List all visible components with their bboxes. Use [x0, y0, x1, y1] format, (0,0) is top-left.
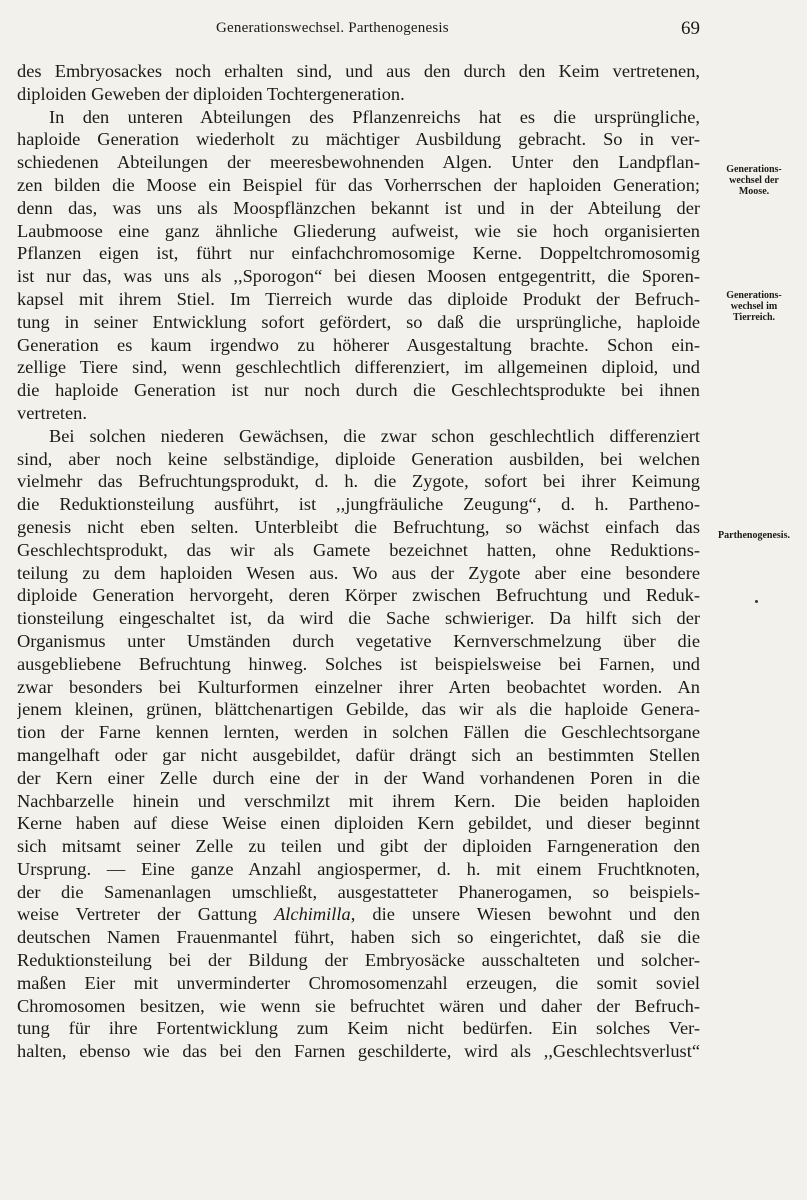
text-line: Bei solchen niederen Gewächsen, die zwar schon geschlechtlich differenziert: [49, 425, 700, 446]
text-line: zellige Tiere sind, wenn geschlechtlich differenziert, im allgemeinen diploid, und: [17, 357, 700, 378]
text-line: weise Vertreter der Gattung Alchimilla, die unsere Wiesen bewohnt und den: [17, 904, 700, 925]
text-line: Chromosomen besitzen, wie wenn sie befruchtet wären und daher der Befruch-: [17, 995, 700, 1016]
text-line: genesis nicht eben selten. Unterbleibt die Befruchtung, so wächst einfach das: [17, 516, 700, 537]
text-line: zen bilden die Moose ein Beispiel für das Vorherrschen der haploiden Generation;: [17, 174, 700, 195]
body-text: [17, 60, 700, 1063]
text-line: Nachbarzelle hinein und verschmilzt mit ihrem Kern. Die beiden haploiden: [17, 790, 700, 811]
text-line: teilung zu dem haploiden Wesen aus. Wo aus der Zygote aber eine besondere: [17, 562, 700, 583]
text-line: der die Samenanlagen umschließt, ausgestatteter Phanerogamen, so beispiels-: [17, 881, 700, 902]
text-line: kapsel mit ihrem Stiel. Im Tierreich wurde das diploide Produkt der Befruch-: [17, 288, 700, 309]
margin-note-line: wechsel der: [729, 175, 779, 186]
running-title: Generationswechsel. Parthenogenesis: [216, 20, 449, 36]
ink-dot: [755, 600, 758, 603]
text-line: die haploide Generation ist nur noch durch die Geschlechtsprodukte bei ihnen: [17, 380, 700, 401]
text-line: Generation es kaum irgendwo zu höherer Ausgestaltung brachte. Schon ein-: [17, 334, 700, 355]
text-line: Kerne haben auf diese Weise einen diploiden Kern gebildet, und dieser beginnt: [17, 813, 700, 834]
text-line: deutschen Namen Frauenmantel führt, haben sich so eingerichtet, daß sie die: [17, 927, 700, 948]
text-line: Organismus unter Umständen durch vegetative Kernverschmelzung über die: [17, 630, 700, 651]
text-line: diploiden Geweben der diploiden Tochtergeneration.: [17, 83, 405, 104]
text-line: vielmehr das Befruchtungsprodukt, d. h. die Zygote, sofort bei ihrer Keimung: [17, 471, 700, 492]
text-line: halten, ebenso wie das bei den Farnen geschilderte, wird als ,,Geschlechtsverlust“: [17, 1041, 700, 1062]
text-line: tion der Farne kennen lernten, werden in solchen Fällen die Geschlechtsorgane: [17, 722, 700, 743]
text-line: sind, aber noch keine selbständige, diploide Generation ausbilden, bei welchen: [17, 448, 700, 469]
text-line: schiedenen Abteilungen der meeresbewohnenden Algen. Unter den Landpflan-: [17, 152, 700, 173]
text-line: mangelhaft oder gar nicht ausgebildet, dafür drängt sich an bestimmten Stellen: [17, 744, 700, 765]
margin-note-line: wechsel im: [730, 301, 778, 312]
margin-note-line: Moose.: [738, 186, 770, 197]
text-line: tionsteilung eingeschaltet ist, da wird die Sache schwieriger. Da hilft sich der: [17, 608, 700, 629]
text-line: tung für ihre Fortentwicklung zum Keim nicht bedürfen. Ein solches Ver-: [17, 1018, 700, 1039]
genus-name: Alchimilla: [274, 904, 351, 925]
text-line: des Embryosackes noch erhalten sind, und aus den durch den Keim vertretenen,: [17, 61, 700, 81]
text-line: jenem kleinen, grünen, blättchenartigen Gebilde, das wir als die haploide Genera-: [17, 699, 700, 720]
text-line: Laubmoose eine ganz ähnliche Gliederung aufweist, wie sie hoch organisierten: [17, 220, 700, 241]
text-line: Ursprung. — Eine ganze Anzahl angiospermer, d. h. mit einem Fruchtknoten,: [17, 858, 700, 879]
margin-note-line: Parthenogenesis.: [718, 530, 790, 541]
margin-note-moose: [704, 164, 804, 197]
text-line: der Kern einer Zelle durch eine der in der Wand vorhandenen Poren in die: [17, 767, 700, 788]
text-line: zwar besonders bei Kulturformen einzelner ihrer Arten beobachtet worden. An: [17, 676, 700, 697]
text-line: Pflanzen eigen ist, führt nur einfachchromosomige Kerne. Doppeltchromosomig: [17, 243, 700, 264]
text-line: maßen Eier mit unverminderter Chromosomenzahl erzeugen, die somit soviel: [17, 972, 700, 993]
text-line: diploide Generation hervorgeht, deren Körper zwischen Befruchtung und Reduk-: [17, 585, 700, 606]
margin-note-tierreich: [704, 290, 804, 323]
text-line: tung in seiner Entwicklung sofort gefördert, so daß die ursprüngliche, haploide: [17, 311, 700, 332]
text-line: ist nur das, was uns als ,,Sporogon“ bei diesen Moosen entgegentritt, die Sporen-: [17, 266, 700, 287]
text-line: haploide Generation wiederholt zu mächtiger Ausbildung gebracht. So in ver-: [17, 129, 700, 150]
page-number: 69: [681, 18, 700, 39]
margin-note-line: Generations-: [726, 164, 782, 175]
text-line: ausgebliebene Befruchtung hinweg. Solches ist beispielsweise bei Farnen, und: [17, 653, 700, 674]
text-line: sich mitsamt seiner Zelle zu teilen und gibt der diploiden Farngeneration den: [17, 836, 700, 857]
text-line: die Reduktionsteilung ausführt, ist ,,jungfräuliche Zeugung“, d. h. Partheno-: [17, 494, 700, 515]
margin-note-line: Generations-: [726, 290, 782, 301]
text-line: vertreten.: [17, 402, 87, 423]
margin-note-line: Tierreich.: [732, 312, 776, 323]
text-line: In den unteren Abteilungen des Pflanzenreichs hat es die ursprüngliche,: [49, 106, 700, 127]
margin-note-parthenogenesis: [704, 530, 804, 541]
text-line: Reduktionsteilung bei der Bildung der Embryosäcke ausschalteten und solcher-: [17, 950, 700, 971]
text-line: denn das, was uns als Moospflänzchen bekannt ist und in der Abteilung der: [17, 197, 700, 218]
text-line: Geschlechtsprodukt, das wir als Gamete bezeichnet hatten, ohne Reduktions-: [17, 539, 700, 560]
